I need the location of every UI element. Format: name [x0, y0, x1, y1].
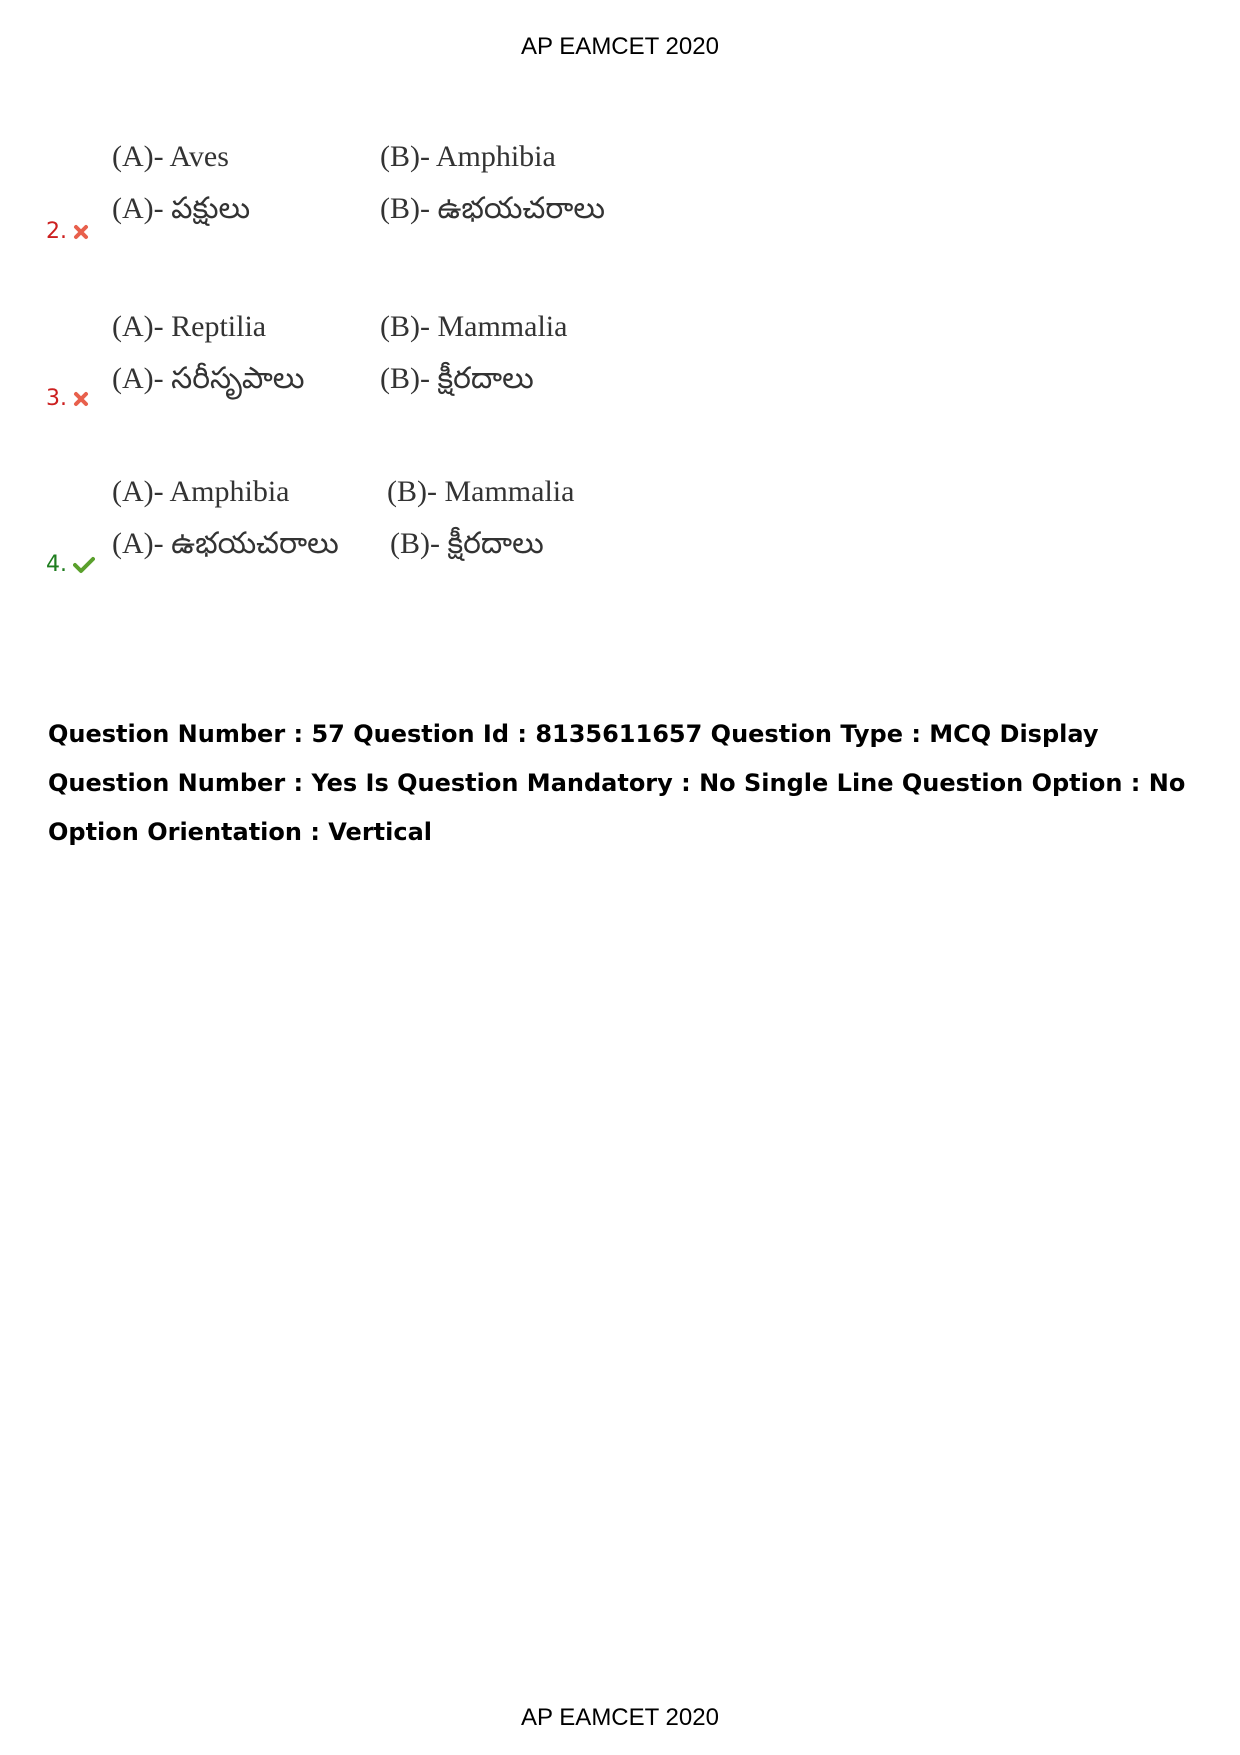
option-marker — [46, 386, 89, 411]
option-b-telugu: (B)- క్షీరదాలు — [380, 362, 534, 395]
option-marker — [46, 219, 89, 244]
option-a-english: (A)- Aves — [112, 140, 229, 173]
option-a-telugu: (A)- పక్షులు — [112, 192, 251, 225]
option-b-english: (B)- Mammalia — [380, 310, 568, 343]
option-number: 3. — [46, 386, 67, 411]
option-number: 4. — [46, 552, 67, 577]
answer-option-4 — [46, 475, 746, 585]
option-number: 2. — [46, 219, 67, 244]
option-a-english: (A)- Reptilia — [112, 310, 267, 343]
option-b-english: (B)- Mammalia — [387, 475, 575, 508]
option-a-telugu: (A)- సరీసృపాలు — [112, 362, 305, 395]
answer-option-2 — [46, 140, 746, 250]
option-b-telugu: (B)- ఉభయచరాలు — [380, 192, 606, 225]
question-metadata: Question Number : 57 Question Id : 8135611657 Question Type : MCQ Display Question Number : Yes Is Question Mandatory : No Single Line Question Option : No Option Orientation : Vertical — [48, 720, 1186, 846]
answer-option-3 — [46, 310, 746, 420]
page-footer: AP EAMCET 2020 — [521, 1704, 719, 1731]
page-header: AP EAMCET 2020 — [521, 33, 719, 60]
option-a-english: (A)- Amphibia — [112, 475, 290, 508]
option-a-telugu: (A)- ఉభయచరాలు — [112, 527, 339, 560]
cross-icon — [73, 391, 89, 407]
cross-icon — [73, 224, 89, 240]
option-b-english: (B)- Amphibia — [380, 140, 556, 173]
option-marker — [46, 552, 95, 577]
check-icon — [73, 556, 95, 574]
option-b-telugu: (B)- క్షీరదాలు — [390, 527, 544, 560]
